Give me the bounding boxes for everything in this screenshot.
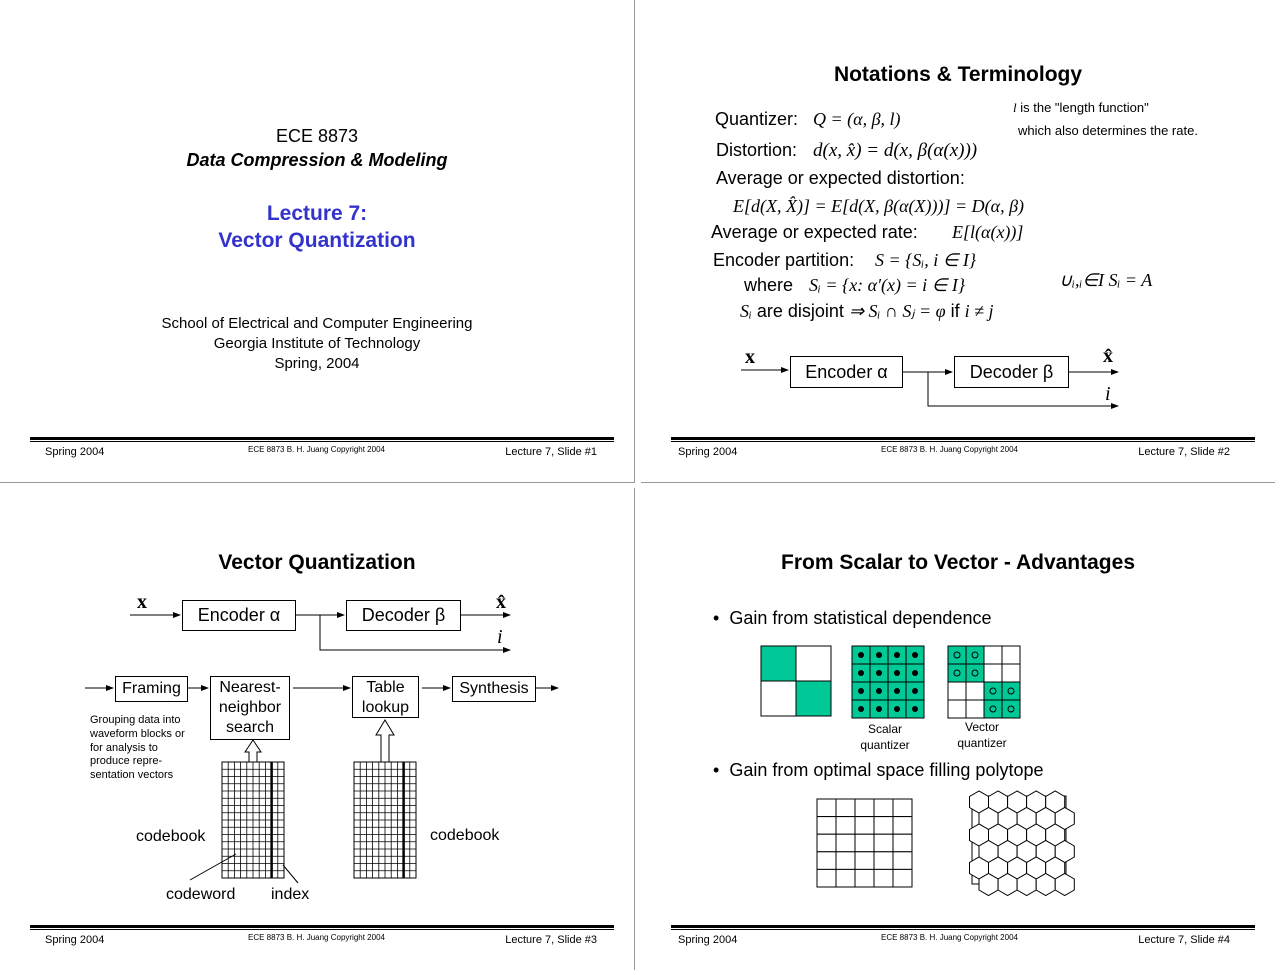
table-line2: lookup xyxy=(361,699,410,716)
footer-rule xyxy=(671,925,1255,928)
partition-equation: S = {Sᵢ, i ∈ I} xyxy=(875,250,977,270)
vector-caption-line2: quantizer xyxy=(957,736,1007,750)
square-cell xyxy=(874,799,893,817)
codebook-to-lookup-arrow xyxy=(376,720,394,762)
scalar-dot xyxy=(876,670,882,676)
partition-label: Encoder partition: xyxy=(713,250,855,270)
scalar-caption-line1: Scalar xyxy=(867,722,902,736)
avg-rate-label: Average or expected rate: xyxy=(711,222,918,242)
quantizer-equation: Q = (α, β, l) xyxy=(813,109,901,129)
length-note-text: is the "length function" xyxy=(1020,100,1149,115)
footer-rule-thin xyxy=(30,929,614,930)
grouping-note xyxy=(90,714,185,783)
encoder-box: Encoder α xyxy=(182,600,296,631)
vector-cell xyxy=(948,646,966,664)
vector-cell xyxy=(1002,682,1020,700)
nearest-line3: search xyxy=(225,719,275,736)
square-cell xyxy=(836,852,855,870)
scalar-dot xyxy=(894,652,900,658)
vector-cell xyxy=(984,664,1002,682)
scalar-quantizer-grid xyxy=(852,646,924,718)
square-cell xyxy=(817,852,836,870)
scalar-dot xyxy=(858,706,864,712)
union-equation: ∪ᵢ,ᵢ∈I Sᵢ = A xyxy=(1059,270,1153,290)
codebook-right-label: codebook xyxy=(430,827,500,844)
square-cell xyxy=(836,799,855,817)
square-cell xyxy=(893,799,912,817)
footer-copyright: ECE 8873 B. H. Juang Copyright 2004 xyxy=(881,445,1018,454)
hexagon-cell xyxy=(1055,874,1074,896)
course-title: Data Compression & Modeling xyxy=(186,150,448,170)
footer-slide-number: Lecture 7, Slide #1 xyxy=(505,446,597,458)
codeword-label: codeword xyxy=(166,886,236,903)
nearest-neighbor-box xyxy=(210,676,290,740)
vector-caption xyxy=(942,719,1022,751)
slide-1 xyxy=(0,0,635,483)
slide-3 xyxy=(0,488,635,970)
grouping-note-line: waveform blocks or xyxy=(90,727,185,740)
square-cell xyxy=(836,817,855,835)
lecture-number: Lecture 7: xyxy=(266,202,368,225)
decoder-box: Decoder β xyxy=(346,600,461,631)
scalar-dot xyxy=(858,670,864,676)
hexagon-tiling xyxy=(970,791,1075,896)
footer-copyright: ECE 8873 B. H. Juang Copyright 2004 xyxy=(248,933,385,942)
square-cell xyxy=(855,852,874,870)
scalar-dot xyxy=(876,688,882,694)
course-number: ECE 8873 xyxy=(275,126,359,146)
square-cell xyxy=(836,834,855,852)
nearest-line1: Nearest- xyxy=(219,679,281,696)
where-equation: Sᵢ = {x: α′(x) = i ∈ I} xyxy=(809,275,966,295)
avg-distortion-equation: E[d(X, X̂)] = E[d(X, β(α(X)))] = D(α, β) xyxy=(733,196,1025,216)
footer-rule xyxy=(671,437,1255,440)
distortion-label: Distortion: xyxy=(716,140,798,160)
scalar-caption xyxy=(845,721,925,753)
bullet-1-text: Gain from statistical dependence xyxy=(729,608,992,628)
codebook-left-label: codebook xyxy=(136,828,206,845)
slide-title: From Scalar to Vector - Advantages xyxy=(781,551,1135,574)
hexagon-cell xyxy=(1036,874,1055,896)
hexagon-cell xyxy=(979,874,998,896)
encoder-decoder-diagram xyxy=(641,0,1275,482)
square-cell xyxy=(855,817,874,835)
footer-term: Spring 2004 xyxy=(45,934,105,946)
slide-2 xyxy=(641,0,1275,483)
square-cell xyxy=(893,834,912,852)
scalar-dot xyxy=(894,688,900,694)
table-line1: Table xyxy=(366,679,405,696)
square-cell xyxy=(874,817,893,835)
footer-rule-thin xyxy=(671,929,1255,930)
vector-cell xyxy=(1002,700,1020,718)
index-pointer xyxy=(283,865,298,883)
bullet-dot: • xyxy=(713,608,720,628)
vector-caption-line1: Vector xyxy=(964,720,1000,734)
table-lookup-box xyxy=(352,676,419,718)
index-i-label: i xyxy=(1105,383,1111,405)
lecture-title: Vector Quantization xyxy=(218,229,416,252)
square-cell xyxy=(855,799,874,817)
square-tiling xyxy=(817,799,912,887)
codebook-right-grid xyxy=(354,762,416,878)
input-x-label: x xyxy=(137,591,147,613)
output-xhat-label: x̂ xyxy=(1103,345,1113,367)
scalar-dot xyxy=(876,706,882,712)
vector-cell xyxy=(966,682,984,700)
footer-rule xyxy=(30,437,614,440)
footer-slide-number: Lecture 7, Slide #3 xyxy=(505,934,597,946)
nearest-line2: neighbor xyxy=(218,699,282,716)
vector-cell xyxy=(948,664,966,682)
square-cell xyxy=(855,869,874,887)
framing-box: Framing xyxy=(115,676,188,702)
grouping-note-line: for analysis to xyxy=(90,741,158,754)
footer-slide-number: Lecture 7, Slide #2 xyxy=(1138,446,1230,458)
disjoint-condition: i ≠ j xyxy=(964,301,994,321)
where-label: where xyxy=(744,275,794,295)
scalar-dot xyxy=(858,652,864,658)
vector-cell xyxy=(1002,664,1020,682)
scalar-dot xyxy=(858,688,864,694)
square-cell xyxy=(817,817,836,835)
scalar-dot xyxy=(894,670,900,676)
footer-slide-number: Lecture 7, Slide #4 xyxy=(1138,934,1230,946)
scalar-dot xyxy=(876,652,882,658)
input-x-label: x xyxy=(745,346,755,368)
footer-term: Spring 2004 xyxy=(678,446,738,458)
footer-copyright: ECE 8873 B. H. Juang Copyright 2004 xyxy=(248,445,385,454)
vector-cell xyxy=(1002,646,1020,664)
disjoint-if: if xyxy=(950,301,960,321)
square-cell xyxy=(893,817,912,835)
vector-cell xyxy=(984,646,1002,664)
vector-quantizer-grid xyxy=(948,646,1020,718)
square-cell xyxy=(817,799,836,817)
slide-title: Notations & Terminology xyxy=(833,63,1083,86)
avg-distortion-label: Average or expected distortion: xyxy=(716,168,965,188)
codebook-to-search-arrow xyxy=(245,740,261,762)
institute-name: Georgia Institute of Technology xyxy=(213,335,421,352)
quantizer-label: Quantizer: xyxy=(715,109,799,129)
grouping-note-line: sentation vectors xyxy=(90,769,174,782)
footer-term: Spring 2004 xyxy=(45,446,105,458)
square-cell xyxy=(836,869,855,887)
scalar-dot xyxy=(894,706,900,712)
dependence-square xyxy=(761,646,831,716)
grouping-note-line: produce repre- xyxy=(90,755,163,768)
footer-rule xyxy=(30,925,614,928)
school-name: School of Electrical and Computer Engineering xyxy=(161,315,473,332)
footer-term: Spring 2004 xyxy=(678,934,738,946)
slide-title: Vector Quantization xyxy=(218,551,416,574)
vector-cell xyxy=(966,664,984,682)
term: Spring, 2004 xyxy=(274,355,360,372)
square-cell xyxy=(874,834,893,852)
footer-rule-thin xyxy=(671,441,1255,442)
grouping-note-line: Grouping data into xyxy=(90,714,181,726)
codebook-left-grid xyxy=(222,762,284,878)
scalar-dot xyxy=(912,706,918,712)
scalar-dot xyxy=(912,688,918,694)
disjoint-si: Sᵢ xyxy=(740,301,752,321)
length-symbol: l xyxy=(1013,100,1017,115)
square-cell xyxy=(817,869,836,887)
vector-cell xyxy=(966,646,984,664)
decoder-box: Decoder β xyxy=(954,356,1069,388)
disjoint-label: are disjoint xyxy=(756,301,844,321)
square-cell xyxy=(817,834,836,852)
scalar-dot xyxy=(912,652,918,658)
hexagon-cell xyxy=(1017,874,1036,896)
length-note-line2: which also determines the rate. xyxy=(1018,123,1198,138)
vector-cell xyxy=(966,700,984,718)
vector-cell xyxy=(984,682,1002,700)
vector-cell xyxy=(984,700,1002,718)
bullet-2-text: Gain from optimal space filling polytope xyxy=(729,760,1044,780)
index-i-label: i xyxy=(497,626,503,648)
footer-copyright: ECE 8873 B. H. Juang Copyright 2004 xyxy=(881,933,1018,942)
scalar-dot xyxy=(912,670,918,676)
square-cell xyxy=(893,869,912,887)
output-xhat-label: x̂ xyxy=(496,591,506,613)
encoder-box: Encoder α xyxy=(790,356,903,388)
vector-cell xyxy=(948,682,966,700)
hexagon-cell xyxy=(998,874,1017,896)
square-cell xyxy=(893,852,912,870)
distortion-equation: d(x, x̂) = d(x, β(α(x))) xyxy=(813,140,978,161)
slide-4 xyxy=(641,488,1275,970)
disjoint-equation: ⇒ Sᵢ ∩ Sⱼ = φ xyxy=(848,301,946,321)
square-cell xyxy=(874,869,893,887)
footer-rule-thin xyxy=(30,441,614,442)
vector-cell xyxy=(948,700,966,718)
index-label: index xyxy=(271,886,310,903)
square-cell xyxy=(855,834,874,852)
square-cell xyxy=(874,852,893,870)
scalar-caption-line2: quantizer xyxy=(860,738,910,752)
bullet-dot: • xyxy=(713,760,720,780)
synthesis-box: Synthesis xyxy=(452,676,536,702)
avg-rate-equation: E[l(α(x))] xyxy=(952,222,1024,242)
